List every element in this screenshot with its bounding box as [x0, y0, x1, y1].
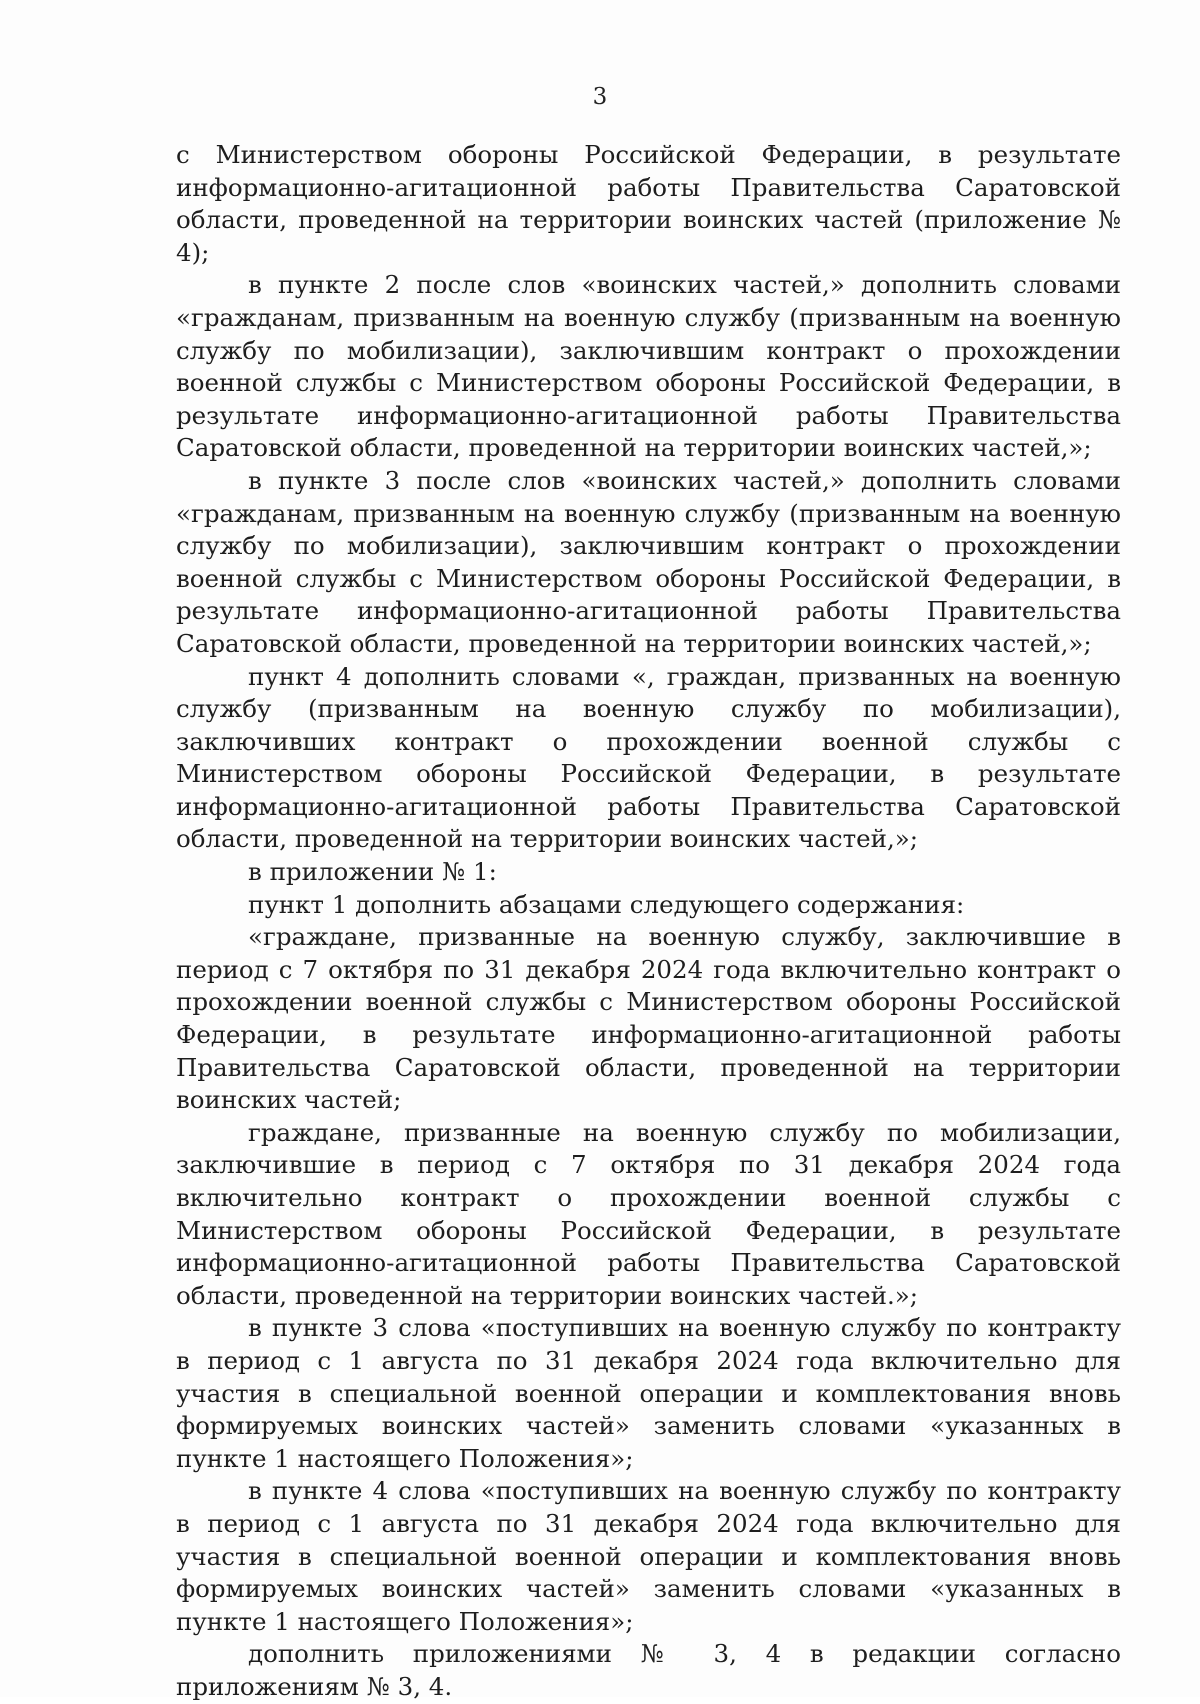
paragraph-citizens-mobilization: граждане, призванные на военную службу по мобилизации, заключившие в период с 7 октября по 31 декабря 2024 года включительно контракт о прохождении военной службы с Министерством обороны Российской Федерации, в результате информационно-агитационной работы Правительства Саратовской области, проведенной на территории воинских частей.»;: [176, 1117, 1121, 1310]
paragraph-point-1-intro: пункт 1 дополнить абзацами следующего содержания:: [248, 889, 965, 919]
paragraph-continuation: с Министерством обороны Российской Федерации, в результате информационно-агитационной работы Правительства Саратовской области, проведенной на территории воинских частей (приложение № 4);: [176, 140, 1121, 267]
document-body: [176, 139, 1121, 1704]
paragraph-point-4: пункт 4 дополнить словами «, граждан, призванных на военную службу (призванным на военную службу по мобилизации), заключивших контракт о прохождении военной службы с Министерством обороны Российской Федерации, в результате информационно-агитационной работы Правительства Саратовской области, проведенной на территории воинских частей,»;: [176, 661, 1121, 854]
paragraph-point-4-replace: в пункте 4 слова «поступивших на военную службу по контракту в период с 1 августа по 31 декабря 2024 года включительно для участия в специальной военной операции и комплектования вновь формируемых воинских частей» заменить словами «указанных в пункте 1 настоящего Положения»;: [176, 1476, 1121, 1636]
paragraph-add-appendices: дополнить приложениями № 3, 4 в редакции согласно приложениям № 3, 4.: [176, 1639, 1121, 1701]
page-number: 3: [592, 84, 608, 110]
paragraph-citizens-contract: «граждане, призванные на военную службу, заключившие в период с 7 октября по 31 декабря 2024 года включительно контракт о прохождении военной службы с Министерством обороны Российской Федерации, в результате информационно-агитационной работы Правительства Саратовской области, проведенной на территории воинских частей;: [176, 922, 1121, 1115]
paragraph-appendix-1: в приложении № 1:: [248, 857, 497, 887]
paragraph-point-3-replace: в пункте 3 слова «поступивших на военную службу по контракту в период с 1 августа по 31 декабря 2024 года включительно для участия в специальной военной операции и комплектования вновь формируемых воинских частей» заменить словами «указанных в пункте 1 настоящего Положения»;: [176, 1313, 1121, 1473]
paragraph-point-3: в пункте 3 после слов «воинских частей,» дополнить словами «гражданам, призванным на военную службу (призванным на военную службу по мобилизации), заключившим контракт о прохождении военной службы с Министерством обороны Российской Федерации, в результате информационно-агитационной работы Правительства Саратовской области, проведенной на территории воинских частей,»;: [176, 465, 1121, 658]
paragraph-point-2: в пункте 2 после слов «воинских частей,» дополнить словами «гражданам, призванным на военную службу (призванным на военную службу по мобилизации), заключившим контракт о прохождении военной службы с Министерством обороны Российской Федерации, в результате информационно-агитационной работы Правительства Саратовской области, проведенной на территории воинских частей,»;: [176, 270, 1121, 463]
